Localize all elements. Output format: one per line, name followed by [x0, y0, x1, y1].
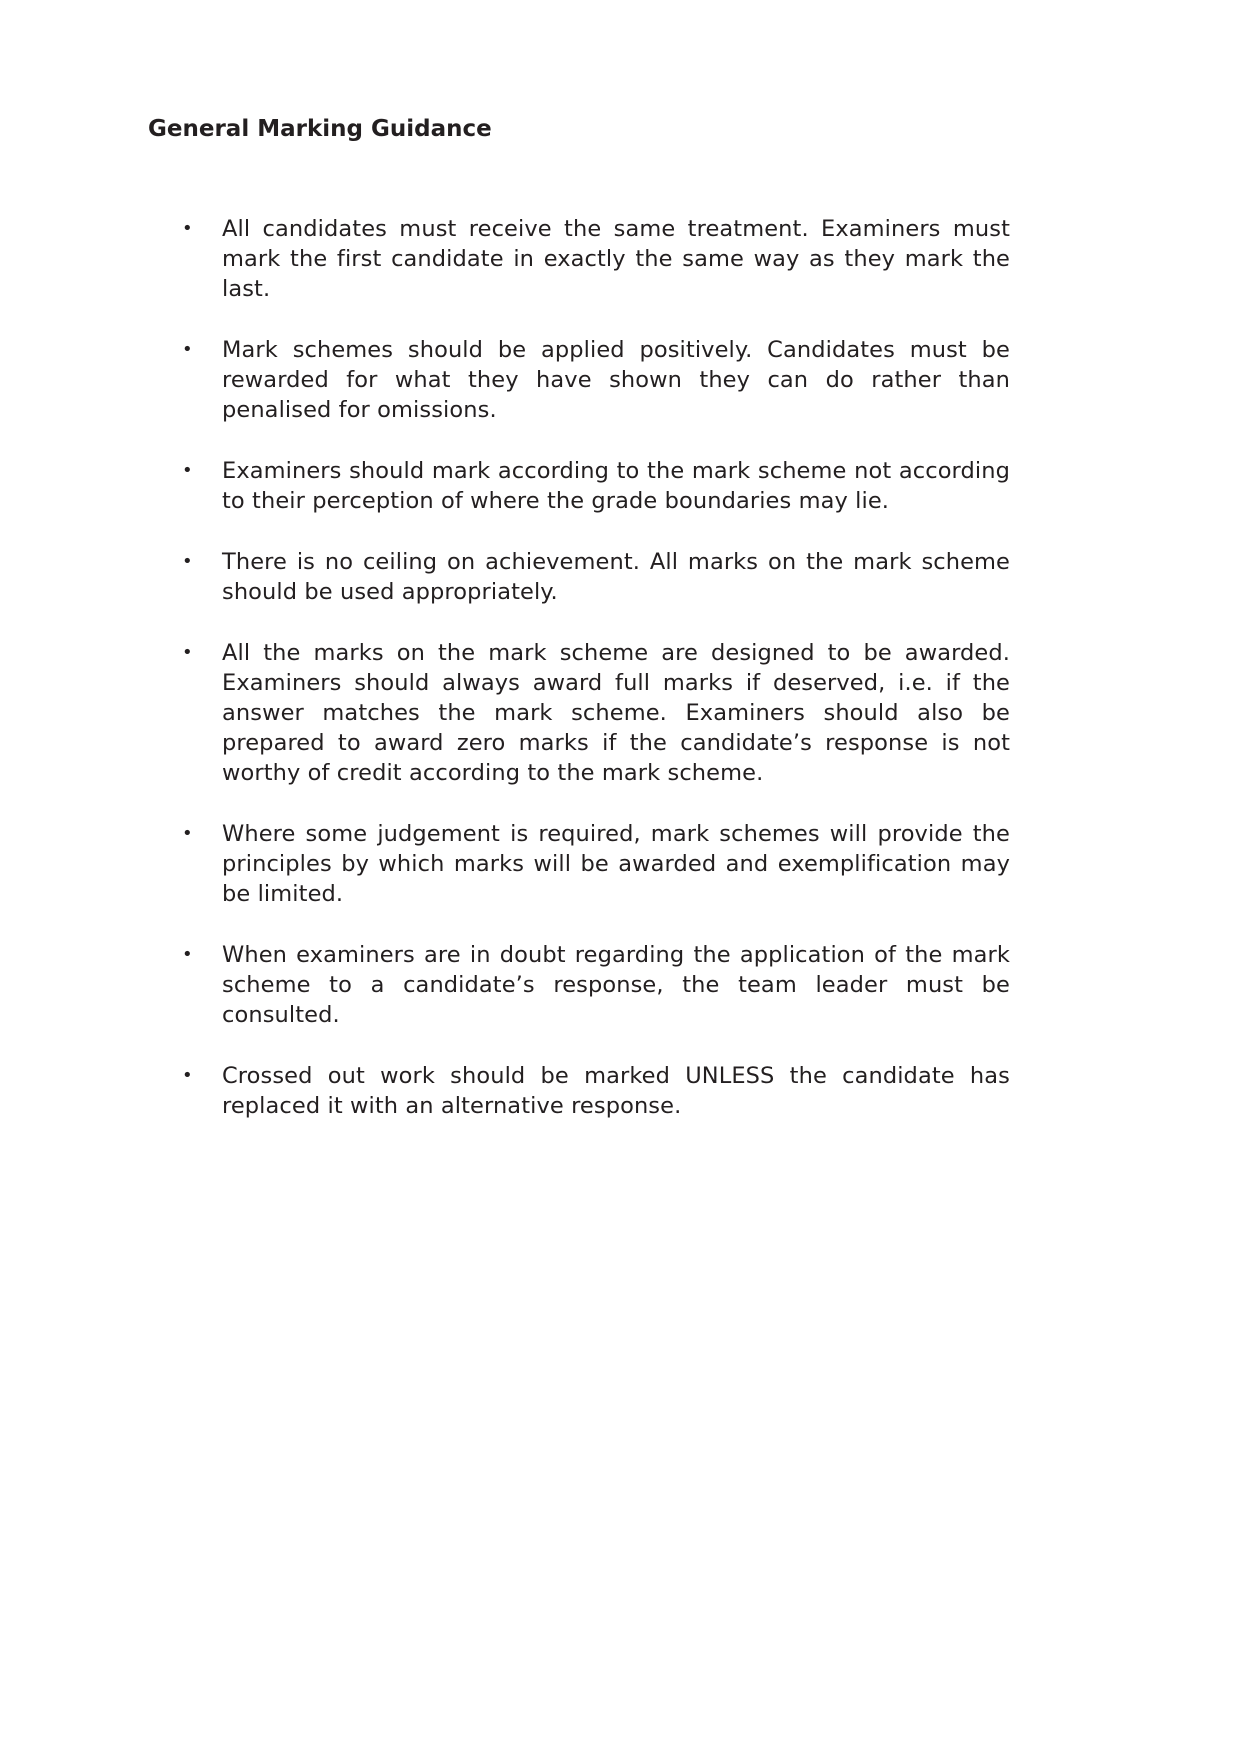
list-item — [176, 1061, 1010, 1121]
bullet-icon: • — [182, 551, 193, 572]
list-item-text: Examiners should mark according to the mark scheme not according to their perception of where the grade boundaries may lie. — [222, 458, 1010, 514]
list-item — [176, 214, 1010, 304]
list-item-text: Where some judgement is required, mark schemes will provide the principles by which marks will be awarded and exemplification may be limited. — [222, 821, 1010, 907]
list-item-text: All the marks on the mark scheme are designed to be awarded. Examiners should always award full marks if deserved, i.e. if the answer matches the mark scheme. Examiners should also be prepared to award zero marks if the candidate’s response is not worthy of credit according to the mark scheme. — [222, 640, 1010, 786]
list-item-text: There is no ceiling on achievement. All marks on the mark scheme should be used appropriately. — [222, 549, 1010, 605]
guidance-list — [176, 214, 1010, 1152]
bullet-icon: • — [182, 460, 193, 481]
bullet-icon: • — [182, 1065, 193, 1086]
bullet-icon: • — [182, 642, 193, 663]
bullet-icon: • — [182, 944, 193, 965]
list-item — [176, 547, 1010, 607]
bullet-icon: • — [182, 339, 193, 360]
page-title: General Marking Guidance — [148, 116, 492, 142]
bullet-icon: • — [182, 218, 193, 239]
list-item — [176, 638, 1010, 788]
list-item-text: All candidates must receive the same treatment. Examiners must mark the first candidate in exactly the same way as they mark the last. — [222, 216, 1010, 302]
list-item-text: Crossed out work should be marked UNLESS the candidate has replaced it with an alternative response. — [222, 1063, 1010, 1119]
list-item — [176, 819, 1010, 909]
list-item — [176, 940, 1010, 1030]
list-item — [176, 456, 1010, 516]
list-item — [176, 335, 1010, 425]
list-item-text: When examiners are in doubt regarding the application of the mark scheme to a candidate’s response, the team leader must be consulted. — [222, 942, 1010, 1028]
list-item-text: Mark schemes should be applied positively. Candidates must be rewarded for what they have shown they can do rather than penalised for omissions. — [222, 337, 1010, 423]
bullet-icon: • — [182, 823, 193, 844]
